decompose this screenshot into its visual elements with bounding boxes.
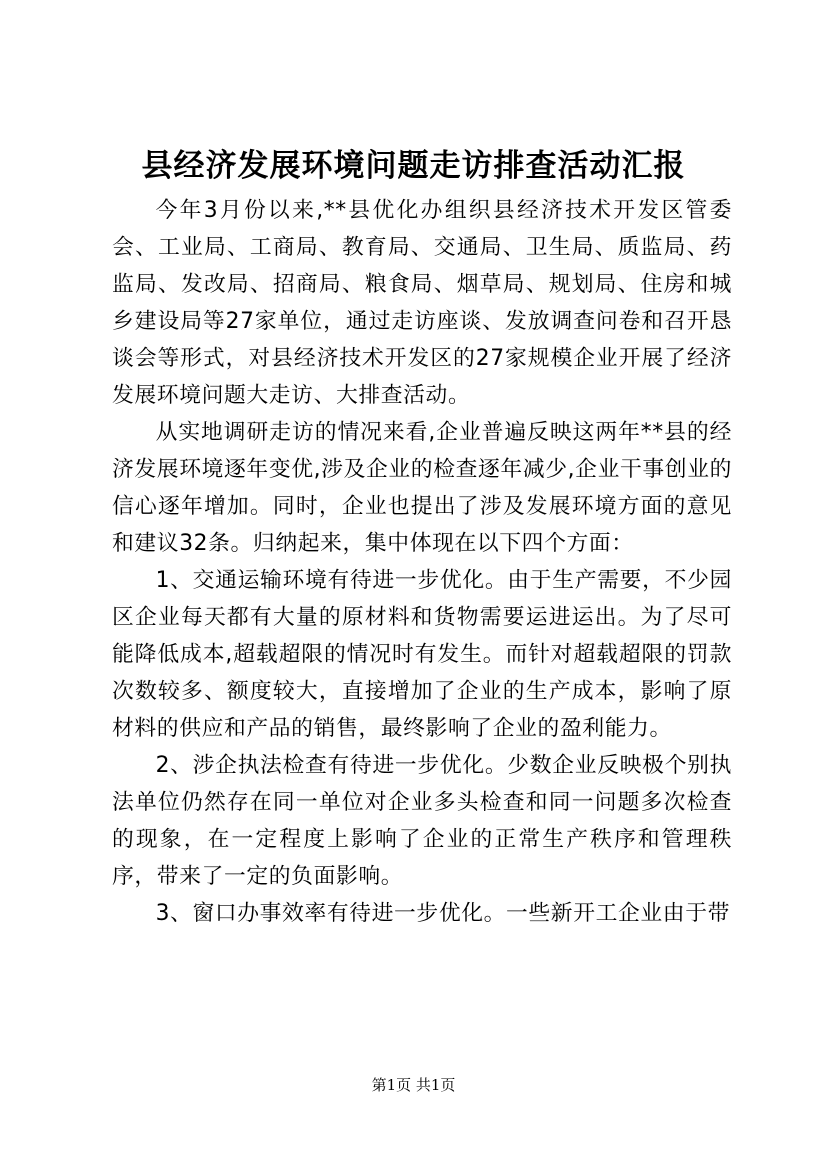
paragraph: 3、窗口办事效率有待进一步优化。一些新开工企业由于带 <box>155 901 730 926</box>
document-title: 县经济发展环境问题走访排查活动汇报 <box>141 148 686 184</box>
paragraph: 1、交通运输环境有待进一步优化。由于生产需要，不少园区企业每天都有大量的原材料和货物需要运进运出。为了尽可能降低成本,超载超限的情况时有发生。而针对超载超限的罚款次数较多、额度较大，直接增加了企业的生产成本，影响了原材料的供应和产品的销售，最终影响了企业的盈利能力。 <box>112 568 732 741</box>
paragraph: 从实地调研走访的情况来看,企业普遍反映这两年**县的经济发展环境逐年变优,涉及企业的检查逐年减少,企业干事创业的信心逐年增加。同时，企业也提出了涉及发展环境方面的意见和建议32条。归纳起来，集中体现在以下四个方面： <box>112 420 732 556</box>
document-body <box>112 192 732 932</box>
paragraph: 今年3月份以来,**县优化办组织县经济技术开发区管委会、工业局、工商局、教育局、交通局、卫生局、质监局、药监局、发改局、招商局、粮食局、烟草局、规划局、住房和城乡建设局等27家单位，通过走访座谈、发放调查问卷和召开恳谈会等形式，对县经济技术开发区的27家规模企业开展了经济发展环境问题大走访、大排查活动。 <box>112 198 732 408</box>
paragraph: 2、涉企执法检查有待进一步优化。少数企业反映极个别执法单位仍然存在同一单位对企业多头检查和同一问题多次检查的现象，在一定程度上影响了企业的正常生产秩序和管理秩序，带来了一定的负面影响。 <box>112 753 732 889</box>
page-number-footer: 第1页 共1页 <box>371 1076 456 1094</box>
